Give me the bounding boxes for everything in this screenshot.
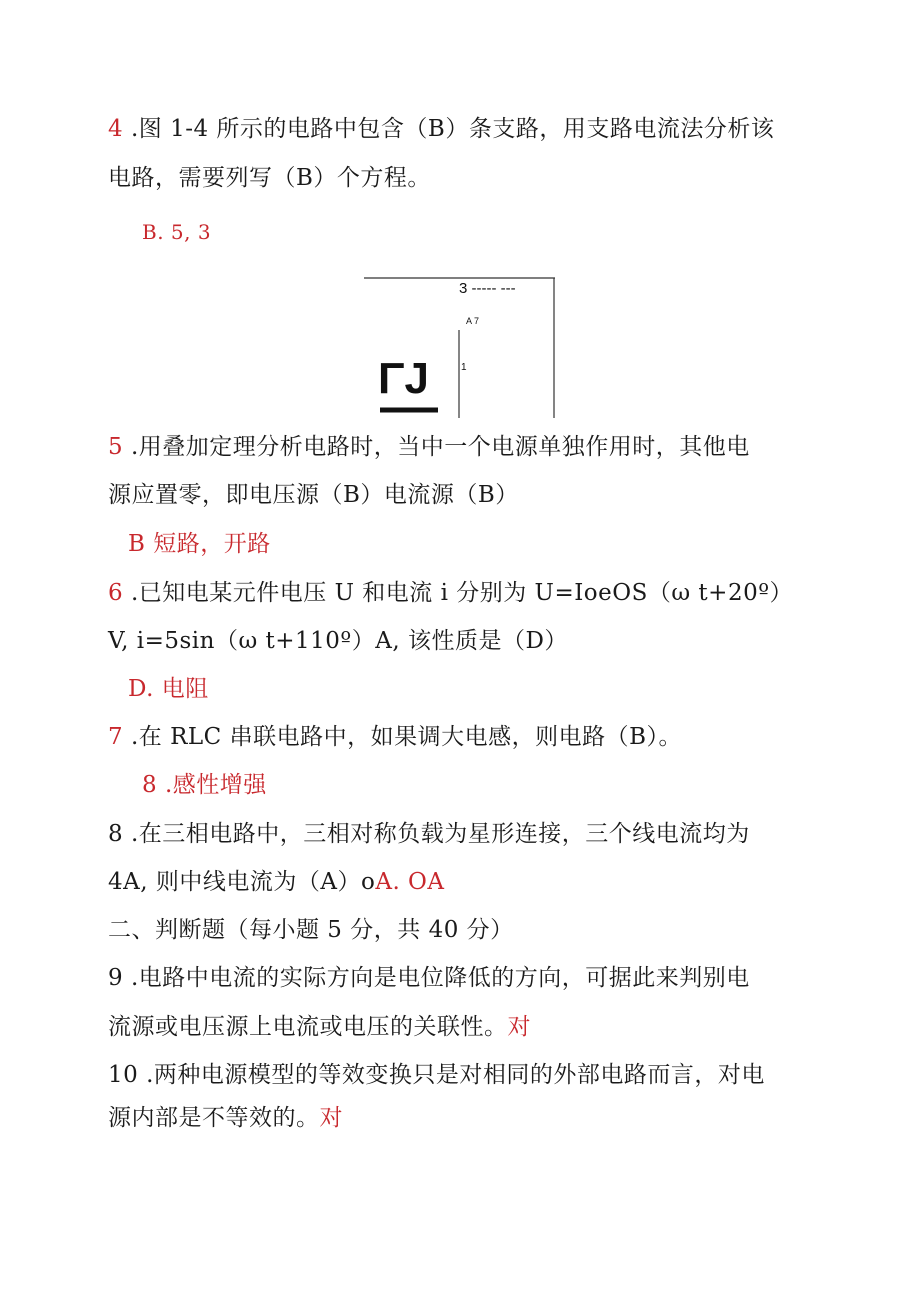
figure-label-small: A 7 (466, 316, 480, 326)
q8-text-2: 4A, 则中线电流为（A）o (108, 869, 376, 895)
q9-line-2 (108, 1012, 531, 1042)
figure-label-top: 3 ----- --- (459, 280, 516, 297)
q9-answer: 对 (507, 1014, 531, 1040)
figure-label-big: ΓJ (378, 354, 429, 403)
section-2-title: 二、判断题（每小题 5 分，共 40 分） (108, 917, 514, 943)
figure-label-mid: 1 (461, 362, 467, 373)
q9-line-1: 9 .电路中电流的实际方向是电位降低的方向，可据此来判别电 (108, 965, 750, 991)
q10-text-2: 源内部是不等效的。 (108, 1105, 320, 1131)
q9-text-2: 流源或电压源上电流或电压的关联性。 (108, 1014, 508, 1040)
q7-number: 7 (108, 724, 124, 750)
q5-text-1: .用叠加定理分析电路时，当中一个电源单独作用时，其他电 (123, 434, 750, 460)
q6-answer: D. 电阻 (128, 676, 209, 702)
q10-answer: 对 (319, 1105, 343, 1131)
q10-line-1: 10 .两种电源模型的等效变换只是对相同的外部电路而言，对电 (108, 1062, 765, 1088)
q5-answer: B 短路，开路 (128, 531, 271, 557)
q7-text-1: .在 RLC 串联电路中，如果调大电感，则电路（B）。 (123, 724, 682, 750)
q5-line-1 (108, 432, 750, 462)
q8-line-1: 8 .在三相电路中，三相对称负载为星形连接，三个线电流均为 (108, 821, 750, 847)
q6-line-2: V, i=5sin（ω t+110º）A, 该性质是（D） (108, 628, 568, 654)
q4-answer: B. 5, 3 (142, 220, 212, 244)
q7-line-1 (108, 722, 682, 752)
q4-text-1: .图 1-4 所示的电路中包含（B）条支路，用支路电流法分析该 (123, 116, 775, 142)
q10-line-2 (108, 1103, 343, 1133)
q6-line-1 (108, 578, 793, 608)
q5-line-2: 源应置零，即电压源（B）电流源（B） (108, 482, 519, 508)
q8-line-2 (108, 867, 445, 897)
q7-answer: 8 .感性增强 (142, 772, 267, 798)
q6-number: 6 (108, 580, 124, 606)
circuit-figure (360, 272, 560, 420)
q6-text-1: .已知电某元件电压 U 和电流 i 分别为 U=IoeOS（ω t+20º） (123, 580, 794, 606)
q4-line-2: 电路，需要列写（B）个方程。 (108, 165, 431, 191)
q4-number: 4 (108, 116, 124, 142)
q8-answer: A. OA (375, 869, 445, 895)
q4-line-1 (108, 114, 774, 144)
q5-number: 5 (108, 434, 124, 460)
